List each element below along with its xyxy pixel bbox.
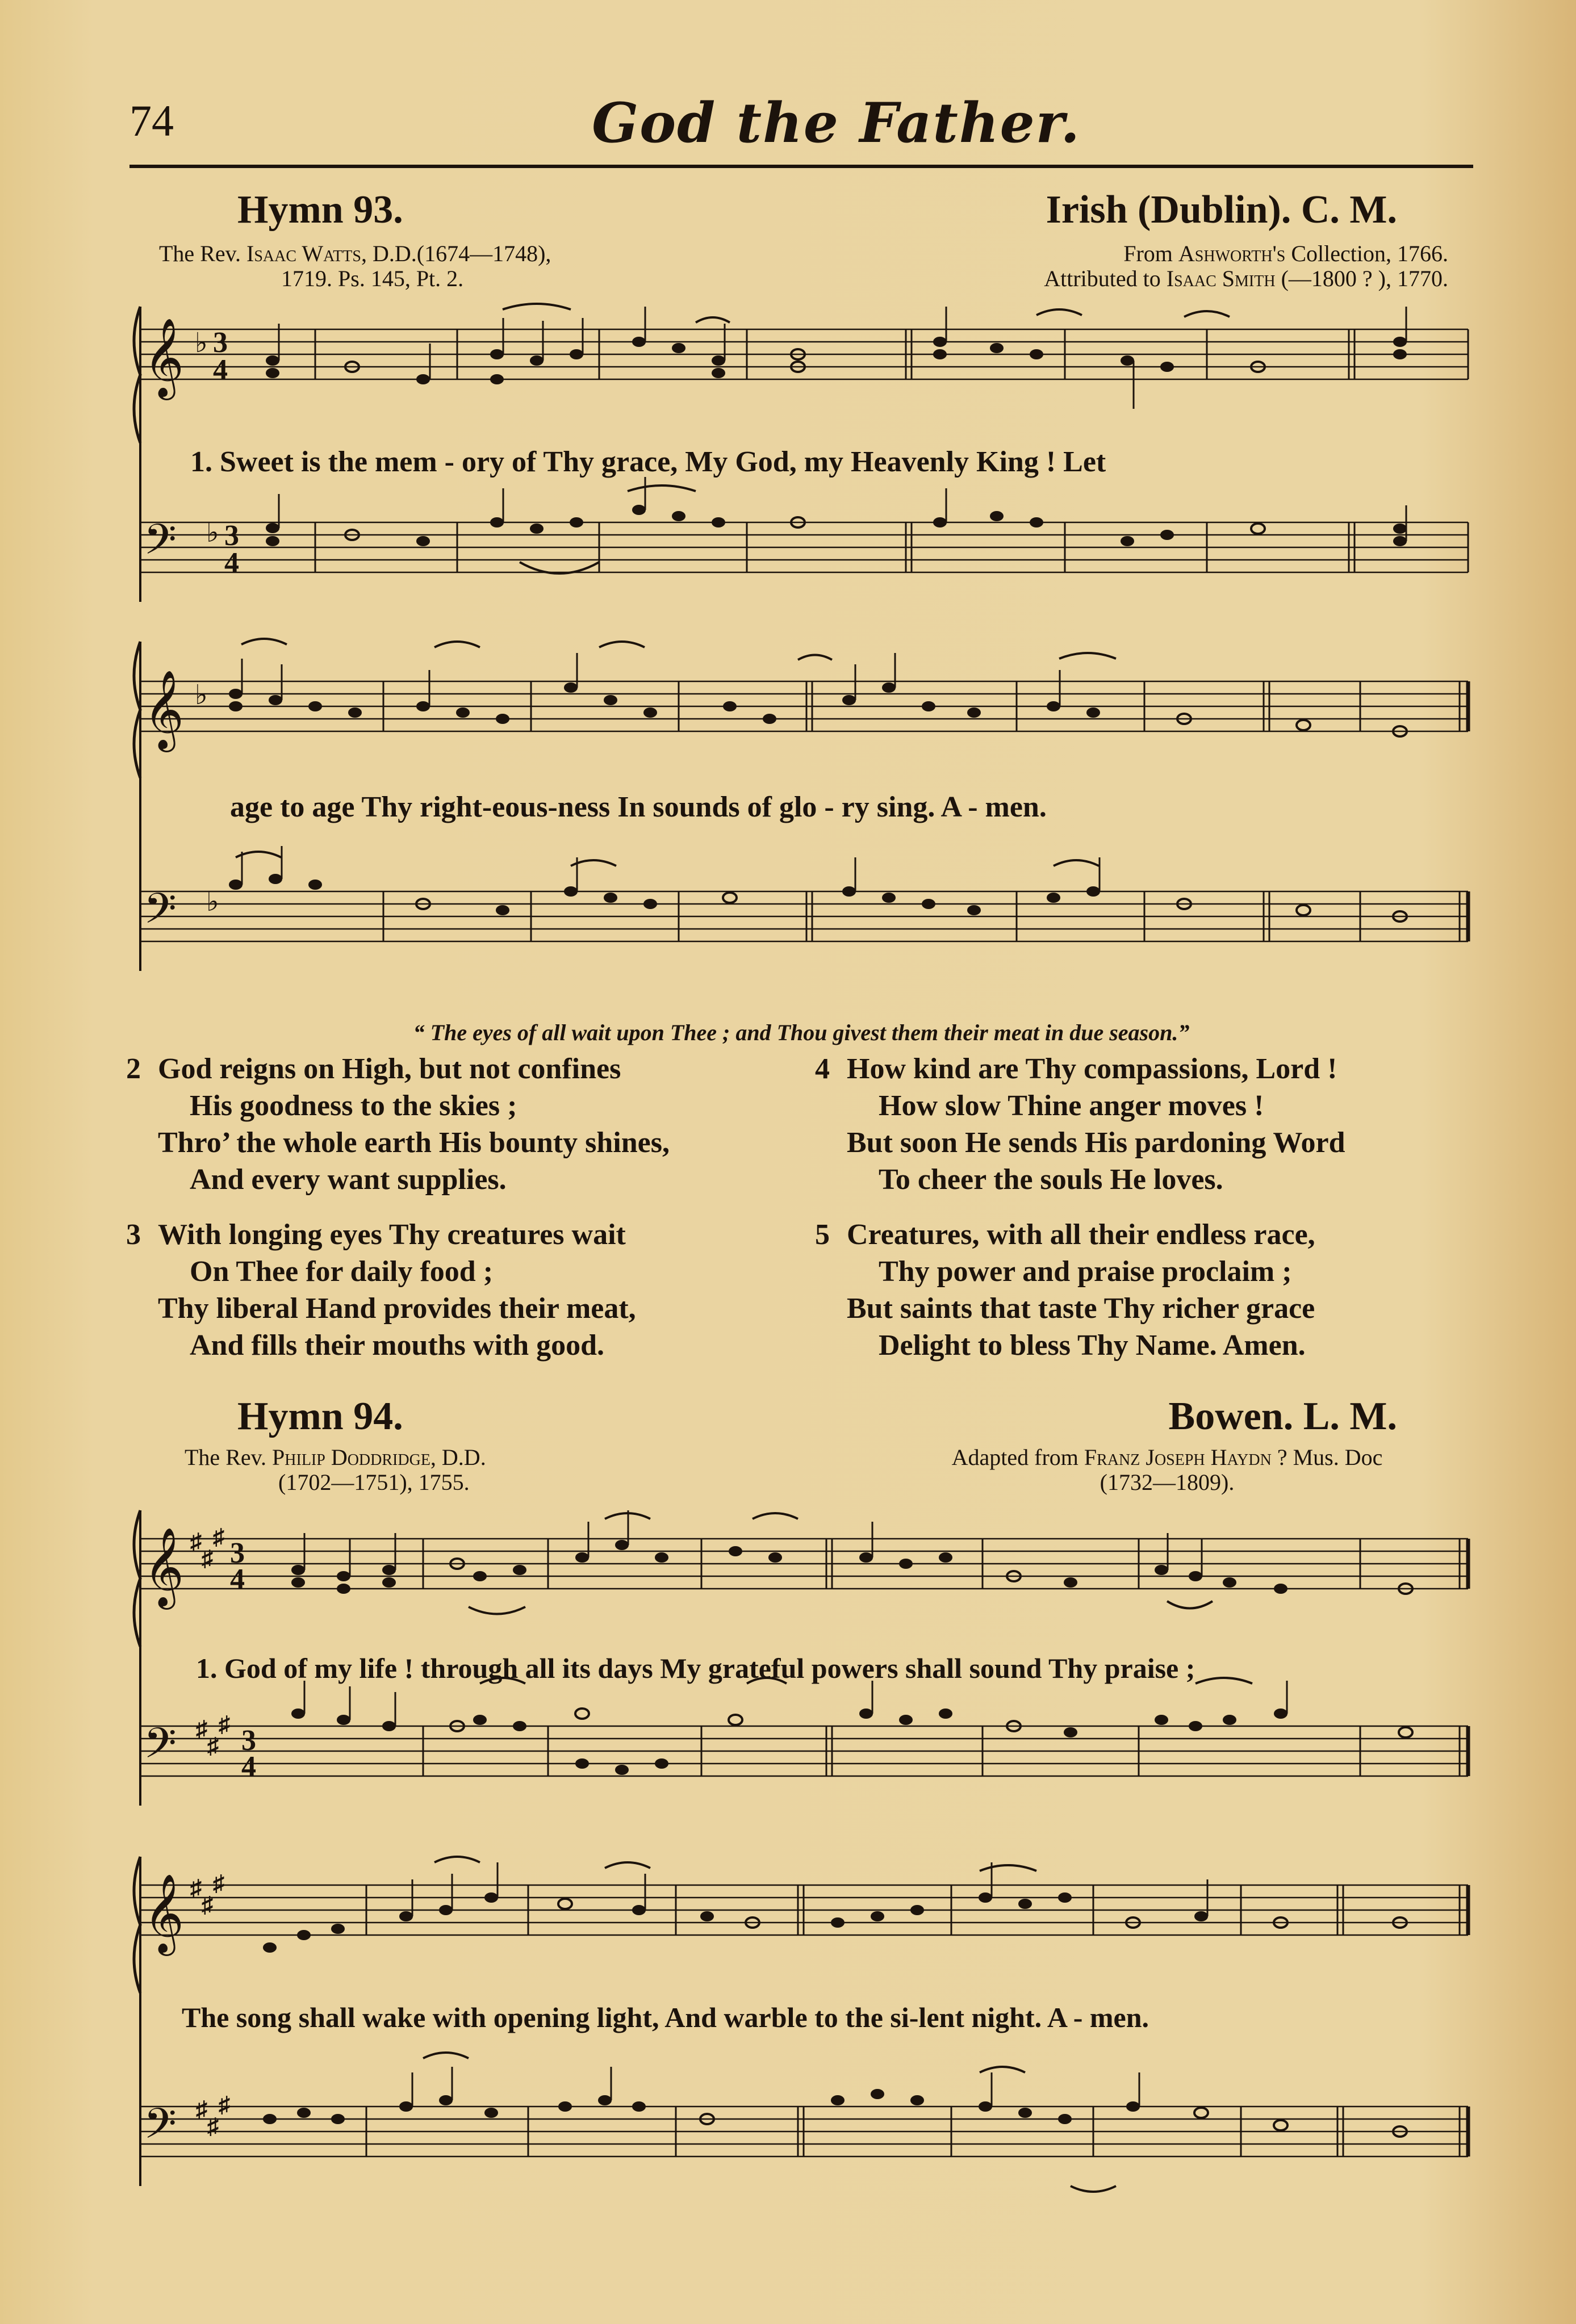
verse-block-left <box>126 1050 808 1364</box>
verse-number: 3 <box>126 1218 141 1251</box>
scripture-quote: “ The eyes of all wait upon Thee ; and Thou givest them their meat in due season.” <box>413 1020 1190 1045</box>
verse-line: But saints that taste Thy richer grace <box>847 1292 1315 1325</box>
hymn-93-lyric-line-2: age to age Thy right-eous-ness In sounds of glo - ry sing. A - men. <box>230 791 1047 823</box>
verse-number: 2 <box>126 1053 141 1085</box>
hymn-94-tune: Bowen. L. M. <box>1168 1395 1397 1438</box>
time-signature-top: 3 <box>241 1724 256 1757</box>
verse-number: 4 <box>815 1053 830 1085</box>
hymn-93-source <box>795 241 1448 291</box>
hymn-93-tune: Irish (Dublin). C. M. <box>1046 188 1397 232</box>
bass-clef-icon: 𝄢 <box>144 2099 177 2159</box>
bass-clef-icon: 𝄢 <box>144 884 177 944</box>
h94-system-2 <box>128 1845 1479 2197</box>
treble-clef-icon: 𝄞 <box>144 318 184 397</box>
verse-line: His goodness to the skies ; <box>190 1090 517 1122</box>
flat-sign-icon: ♭ <box>195 328 208 358</box>
author-line-2: 1719. Ps. 145, Pt. 2. <box>281 266 464 291</box>
author-degree: , D.D. <box>430 1444 486 1470</box>
verse-line: How kind are Thy compassions, Lord ! <box>847 1053 1337 1085</box>
verse-line: Delight to bless Thy Name. Amen. <box>879 1329 1306 1362</box>
time-signature-top: 3 <box>224 520 239 552</box>
time-signature-bottom: 4 <box>224 547 239 579</box>
header-rule <box>129 165 1473 168</box>
hymn-94-source <box>869 1445 1465 1495</box>
slurs <box>236 639 1116 866</box>
attribution-name: Isaac Smith <box>1166 266 1276 291</box>
verse-line: Thro’ the whole earth His bounty shines, <box>158 1127 670 1159</box>
treble-clef-icon: 𝄞 <box>144 670 184 749</box>
author-prefix: The Rev. <box>185 1444 273 1470</box>
verse-number: 5 <box>815 1218 830 1251</box>
flat-sign-icon: ♭ <box>206 518 219 548</box>
hymn-93-author <box>159 241 727 291</box>
attribution-date: (—1800 ? ), 1770. <box>1275 266 1448 291</box>
sharp-sign-icon: ♯ <box>213 1524 224 1550</box>
hymn-94-author <box>185 1445 696 1495</box>
bass-clef-icon: 𝄢 <box>144 1719 177 1778</box>
page-number: 74 <box>129 96 174 145</box>
flat-sign-icon: ♭ <box>195 680 208 710</box>
verse-line: To cheer the souls He loves. <box>879 1163 1223 1196</box>
sharp-sign-icon: ♯ <box>190 1875 202 1900</box>
sharp-sign-icon: ♯ <box>213 1870 224 1896</box>
hymn-93-title: Hymn 93. <box>237 188 403 232</box>
verse-line: And every want supplies. <box>190 1163 507 1196</box>
sharp-sign-icon: ♯ <box>219 1711 230 1737</box>
slurs <box>503 304 1230 573</box>
verse-line: Creatures, with all their endless race, <box>847 1218 1315 1251</box>
bass-staff <box>140 522 1468 572</box>
stems <box>412 1862 1207 2107</box>
verse-line: But soon He sends His pardoning Word <box>847 1127 1345 1159</box>
hymn-93-lyric-line-1: 1. Sweet is the mem - ory of Thy grace, My God, my Heavenly King ! Let <box>190 446 1106 478</box>
source-degree: ? Mus. Doc <box>1271 1444 1383 1470</box>
verse-3 <box>126 1216 808 1364</box>
hymn-94-title: Hymn 94. <box>237 1395 403 1438</box>
sharp-sign-icon: ♯ <box>219 2092 230 2117</box>
sharp-sign-icon: ♯ <box>202 1546 213 1571</box>
h93-system-1 <box>128 295 1479 613</box>
author-name: Philip Doddridge <box>272 1444 430 1470</box>
attribution-prefix: Attributed to <box>1044 266 1167 291</box>
stems <box>242 653 1100 891</box>
author-prefix: The Rev. <box>159 241 247 266</box>
verse-line: God reigns on High, but not confines <box>158 1053 621 1085</box>
verse-line: Thy power and praise proclaim ; <box>879 1255 1292 1288</box>
flat-sign-icon: ♭ <box>206 887 219 917</box>
bass-clef-icon: 𝄢 <box>144 515 177 575</box>
hymn-94-lyric-line-2: The song shall wake with opening light, And warble to the si-lent night. A - men. <box>182 2001 1149 2033</box>
verse-2 <box>126 1050 808 1198</box>
time-signature-top: 3 <box>213 326 228 359</box>
source-prefix: From <box>1123 241 1178 266</box>
verse-5 <box>815 1216 1496 1364</box>
time-signature-bottom: 4 <box>230 1563 245 1596</box>
time-signature-top: 3 <box>230 1537 245 1569</box>
sharp-sign-icon: ♯ <box>202 1892 213 1917</box>
time-signature-bottom: 4 <box>213 354 228 386</box>
verse-line: Thy liberal Hand provides their meat, <box>158 1292 636 1325</box>
verse-block-right <box>815 1050 1496 1364</box>
sharp-sign-icon: ♯ <box>196 1716 207 1741</box>
treble-staff <box>140 1539 1468 1589</box>
h93-system-2 <box>128 630 1479 994</box>
author-name: Isaac Watts <box>246 241 361 266</box>
source-prefix: Adapted from <box>951 1444 1084 1470</box>
verse-4 <box>815 1050 1496 1198</box>
running-title: God the Father. <box>592 91 1081 155</box>
verse-line: With longing eyes Thy creatures wait <box>158 1218 626 1251</box>
verse-line: And fills their mouths with good. <box>190 1329 605 1362</box>
author-dates: , D.D.(1674—1748), <box>361 241 551 266</box>
time-signature-bottom: 4 <box>241 1751 256 1783</box>
verse-line: On Thee for daily food ; <box>190 1255 494 1288</box>
source-name: Franz Joseph Haydn <box>1084 1444 1272 1470</box>
noteheads <box>266 337 1407 546</box>
author-line-2: (1702—1751), 1755. <box>278 1469 470 1495</box>
sharp-sign-icon: ♯ <box>207 1733 219 1758</box>
treble-clef-icon: 𝄞 <box>144 1527 184 1606</box>
sharp-sign-icon: ♯ <box>190 1529 202 1554</box>
source-date: Collection, 1766. <box>1285 241 1448 266</box>
source-line-2: (1732—1809). <box>1100 1469 1235 1495</box>
sharp-sign-icon: ♯ <box>207 2113 219 2139</box>
h94-system-1 <box>128 1499 1479 1817</box>
hymn-94-lyric-line-1: 1. God of my life ! through all its days My grateful powers shall sound Thy praise ; <box>196 1652 1195 1684</box>
sharp-sign-icon: ♯ <box>196 2096 207 2122</box>
bass-staff <box>140 1726 1468 1776</box>
verse-line: How slow Thine anger moves ! <box>879 1090 1264 1122</box>
source-name: Ashworth's <box>1178 241 1286 266</box>
treble-clef-icon: 𝄞 <box>144 1874 184 1953</box>
